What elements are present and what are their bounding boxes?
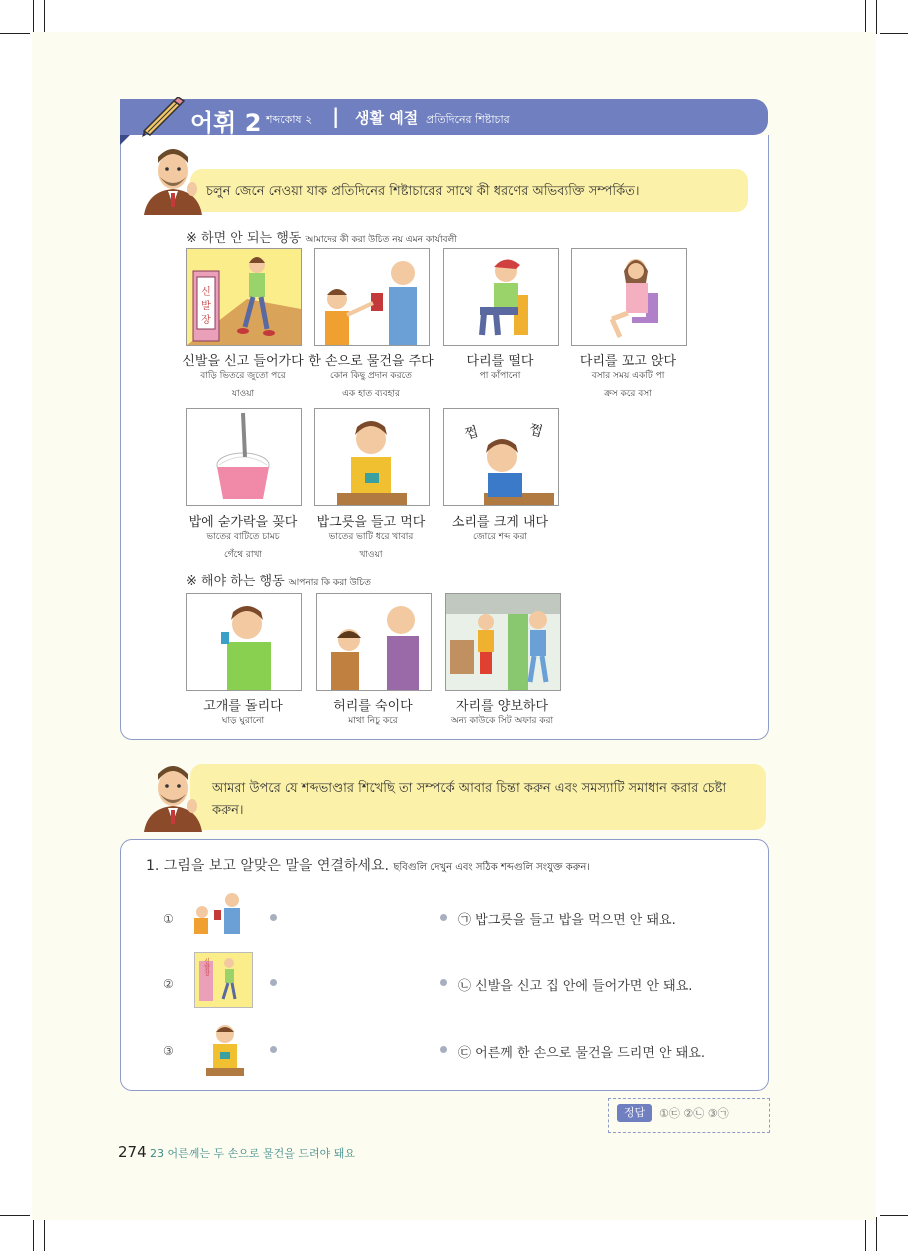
caption-spoon-in-rice: 밥에 숟가락을 꽂다 <box>188 515 298 530</box>
item-number: ③ <box>163 1044 174 1058</box>
illustration-one-hand-give <box>314 248 430 346</box>
caption-sub-give-seat: অন্য কাউকে সিট অফার করা <box>450 716 554 726</box>
illustration-turn-head <box>186 593 302 691</box>
caption-sub-hold-bowl-1: ভাতের ভাটি ধরে খাবার <box>328 532 414 542</box>
practice-text: আমরা উপরে যে শব্দভাণ্ডার শিখেছি তা সম্পর্কে আবার চিন্তা করুন এবং সমস্যাটি সমাধান করার চেষ্টা করুন। <box>212 781 727 818</box>
caption-sub-turn-head: ঘাড় ঘুরানো <box>221 716 265 726</box>
match-dot-left-3[interactable] <box>270 1046 277 1053</box>
answer-option-3: ㉢ 어른께 한 손으로 물건을 드리면 안 돼요. <box>458 1046 705 1061</box>
section-title: 어휘 2 <box>190 109 262 137</box>
dont-section-title: ※ 하면 안 되는 행동 <box>186 231 302 246</box>
caption-sub-spoon-in-rice-1: ভাতের বাটিতে চামচ <box>206 532 280 542</box>
exercise-heading <box>146 855 590 877</box>
caption-sub-spoon-in-rice-2: গেঁথে রাখা <box>224 550 262 560</box>
caption-sub-shoes-inside-1: বাড়ি ভিতরে জুতো পরে <box>200 371 286 381</box>
intro-bubble <box>190 169 748 212</box>
header-fold <box>120 135 130 145</box>
match-dot-right-3[interactable] <box>440 1046 447 1053</box>
section-topic: 생활 예절 <box>355 109 419 127</box>
section-title-sub: শব্দকোষ ২ <box>266 113 313 126</box>
illustration-bow <box>316 593 432 691</box>
illustration-cross-legs <box>571 248 687 346</box>
caption-hold-bowl: 밥그릇을 들고 먹다 <box>316 515 426 530</box>
caption-sub-loud-noise-1: জোরে শব্দ করা <box>472 532 528 542</box>
page-number: 274 <box>118 1143 147 1161</box>
caption-sub-one-hand-give-2: এক হাত ব্যবহার <box>342 389 400 399</box>
crop-mark <box>44 0 45 34</box>
crop-mark <box>33 1217 34 1251</box>
do-section-title: ※ 해야 하는 행동 <box>186 574 285 589</box>
shoe-cabinet-sign: 발 <box>201 301 211 312</box>
caption-sub-cross-legs-2: ক্রস করে বসা <box>604 389 652 399</box>
thumb-hold-bowl <box>200 1020 250 1076</box>
sound-effect-text: 쩝 <box>526 421 545 441</box>
caption-turn-head: 고개를 돌리다 <box>203 699 283 714</box>
illustration-shake-leg <box>443 248 559 346</box>
crop-mark <box>0 1215 30 1216</box>
answer-key-tag: 정답 <box>617 1104 652 1122</box>
crop-mark <box>865 1217 866 1251</box>
crop-mark <box>876 1217 877 1251</box>
crop-mark <box>876 0 877 34</box>
practice-bubble <box>190 764 766 830</box>
caption-shake-leg: 다리를 떨다 <box>466 354 534 369</box>
answer-option-2: ㉡ 신발을 신고 집 안에 들어가면 안 돼요. <box>458 979 693 994</box>
caption-sub-one-hand-give-1: কোন কিছু প্রদান করতে <box>330 371 412 381</box>
header-separator: | <box>332 104 340 128</box>
pencil-icon <box>140 97 186 137</box>
crop-mark <box>880 33 908 34</box>
sound-effect-text: 쩝 <box>462 423 481 443</box>
thumb-one-hand-give <box>190 890 244 934</box>
shoe-cabinet-sign: 신발장 <box>202 958 210 976</box>
crop-mark <box>33 0 34 34</box>
crop-mark <box>865 0 866 34</box>
crop-mark <box>880 1215 908 1216</box>
caption-cross-legs: 다리를 꼬고 앉다 <box>579 354 677 369</box>
match-dot-left-1[interactable] <box>270 914 277 921</box>
crop-mark <box>0 33 30 34</box>
answer-option-1: ㉠ 밥그릇을 들고 밥을 먹으면 안 돼요. <box>458 913 676 928</box>
match-dot-right-1[interactable] <box>440 914 447 921</box>
illustration-give-seat <box>445 593 561 691</box>
do-section-heading <box>186 570 371 590</box>
dont-section-heading <box>186 227 457 247</box>
caption-one-hand-give: 한 손으로 물건을 주다 <box>308 354 434 369</box>
caption-give-seat: 자리를 양보하다 <box>455 699 549 714</box>
illustration-spoon-in-rice <box>186 408 302 506</box>
caption-sub-shake-leg-1: পা কাঁপানো <box>479 371 521 381</box>
answer-key-text: ①㉢ ②㉡ ③㉠ <box>659 1107 729 1120</box>
item-number: ① <box>163 912 174 926</box>
caption-sub-cross-legs-1: বসার সময় একটি পা <box>591 371 665 381</box>
caption-sub-shoes-inside-2: যাওয়া <box>231 389 255 399</box>
match-dot-right-2[interactable] <box>440 979 447 986</box>
shoe-cabinet-sign: 장 <box>201 315 211 326</box>
caption-shoes-inside: 신발을 신고 들어가다 <box>182 354 304 369</box>
exercise-title: 1. 그림을 보고 알맞은 말을 연결하세요. <box>146 858 389 874</box>
thumb-shoes-inside <box>194 952 253 1008</box>
do-section-subtitle: আপনার কি করা উচিত <box>288 578 371 588</box>
chapter-title: 23 어른께는 두 손으로 물건을 드려야 돼요 <box>150 1147 355 1160</box>
caption-loud-noise: 소리를 크게 내다 <box>451 515 549 530</box>
item-number: ② <box>163 977 174 991</box>
caption-sub-hold-bowl-2: খাওয়া <box>359 550 383 560</box>
caption-bow: 허리를 숙이다 <box>333 699 413 714</box>
intro-text: চলুন জেনে নেওয়া যাক প্রতিদিনের শিষ্টাচারের সাথে কী ধরণের অভিব্যক্তি সম্পর্কিত। <box>206 184 640 199</box>
crop-mark <box>44 1217 45 1251</box>
caption-sub-bow: মাথা নিচু করে <box>348 716 398 726</box>
illustration-hold-bowl <box>314 408 430 506</box>
match-dot-left-2[interactable] <box>270 979 277 986</box>
illustration-loud-noise <box>443 408 559 506</box>
teacher-avatar <box>140 143 206 215</box>
exercise-subtitle: ছবিগুলি দেখুন এবং সঠিক শব্দগুলি সংযুক্ত করুন। <box>393 862 590 873</box>
dont-section-subtitle: আমাদের কী করা উচিত নয় এমন কার্যাবলী <box>305 235 457 245</box>
shoe-cabinet-sign: 신 <box>201 287 211 298</box>
illustration-shoes-inside <box>186 248 302 346</box>
teacher-avatar <box>140 760 206 832</box>
section-topic-sub: প্রতিদিনের শিষ্টাচার <box>426 113 510 126</box>
